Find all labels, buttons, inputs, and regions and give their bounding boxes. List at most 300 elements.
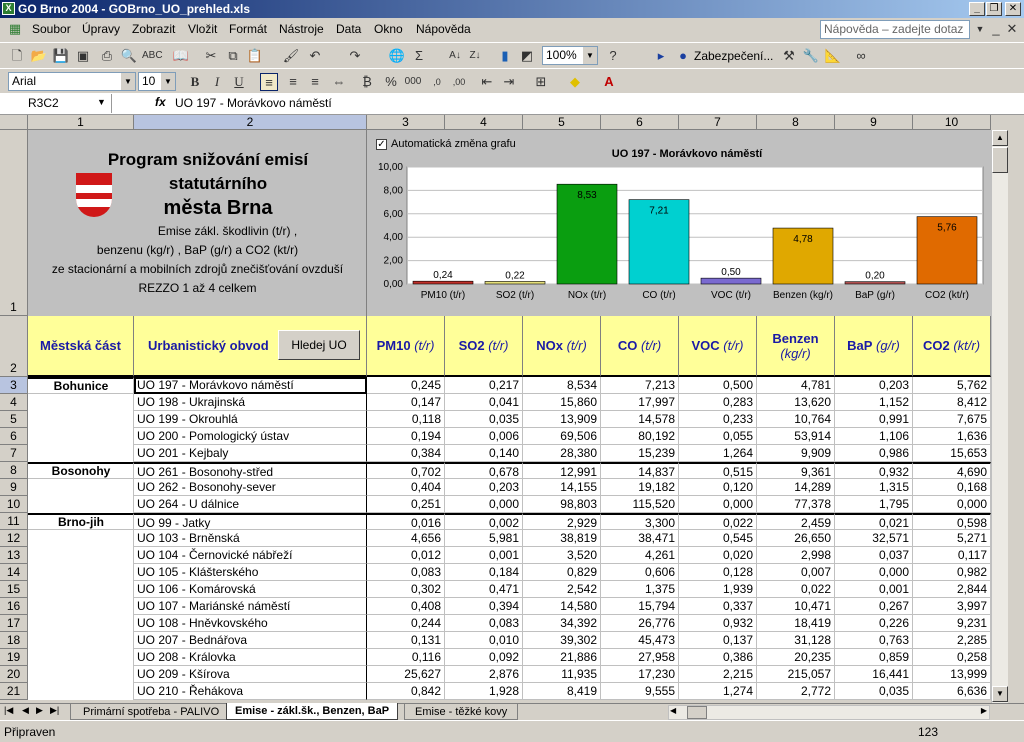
fill-color-icon[interactable]: ◆ [570, 74, 580, 89]
value-cell[interactable]: 34,392 [523, 615, 601, 632]
urban-district-cell[interactable]: UO 198 - Ukrajinská [134, 394, 367, 411]
print-preview-icon[interactable]: 🔍 [120, 48, 138, 63]
row-header-4[interactable]: 4 [0, 394, 28, 411]
value-cell[interactable]: 26,776 [601, 615, 679, 632]
column-header-5[interactable]: 5 [523, 115, 601, 130]
value-cell[interactable]: 0,932 [679, 615, 757, 632]
increase-decimal-icon[interactable]: ,0 [433, 77, 441, 87]
print-icon[interactable]: ⎙ [101, 48, 113, 63]
menu-upravy[interactable]: Úpravy [82, 22, 121, 36]
value-cell[interactable]: 0,842 [367, 683, 445, 700]
underline-button[interactable]: U [234, 74, 244, 89]
copy-icon[interactable]: ⧉ [228, 48, 238, 63]
value-cell[interactable]: 10,471 [757, 598, 835, 615]
value-cell[interactable]: 0,302 [367, 581, 445, 598]
sort-descending-icon[interactable]: Z↓ [469, 50, 481, 61]
align-center-icon[interactable]: ≡ [289, 74, 297, 89]
value-cell[interactable]: 3,300 [601, 513, 679, 530]
scroll-up-icon[interactable]: ▲ [992, 130, 1008, 146]
row-header-17[interactable]: 17 [0, 615, 28, 632]
close-button[interactable]: ✕ [1005, 2, 1021, 16]
row-header-14[interactable]: 14 [0, 564, 28, 581]
value-cell[interactable]: 4,690 [913, 462, 991, 479]
row-header-12[interactable]: 12 [0, 530, 28, 547]
value-cell[interactable]: 0,140 [445, 445, 523, 462]
urban-district-cell[interactable]: UO 106 - Komárovská [134, 581, 367, 598]
value-cell[interactable]: 14,289 [757, 479, 835, 496]
urban-district-cell[interactable]: UO 208 - Královka [134, 649, 367, 666]
district-cell[interactable] [28, 649, 134, 666]
urban-district-cell[interactable]: UO 200 - Pomologický ústav [134, 428, 367, 445]
value-cell[interactable]: 12,991 [523, 462, 601, 479]
format-painter-icon[interactable]: 🖌 [282, 48, 300, 63]
value-cell[interactable]: 3,997 [913, 598, 991, 615]
value-cell[interactable]: 17,230 [601, 666, 679, 683]
name-box-dropdown-icon[interactable]: ▼ [97, 97, 106, 107]
value-cell[interactable]: 8,412 [913, 394, 991, 411]
value-cell[interactable]: 0,226 [835, 615, 913, 632]
urban-district-cell[interactable]: UO 264 - U dálnice [134, 496, 367, 513]
value-cell[interactable]: 0,859 [835, 649, 913, 666]
size-dropdown-icon[interactable]: ▼ [161, 73, 175, 90]
value-cell[interactable]: 0,982 [913, 564, 991, 581]
security-button[interactable]: Zabezpečení... [694, 49, 774, 63]
sheet-tab-emise[interactable]: Emise - zákl.šk., Benzen, BaP [226, 703, 398, 720]
value-cell[interactable]: 0,120 [679, 479, 757, 496]
value-cell[interactable]: 38,471 [601, 530, 679, 547]
column-header-7[interactable]: 7 [679, 115, 757, 130]
value-cell[interactable]: 0,118 [367, 411, 445, 428]
value-cell[interactable]: 69,506 [523, 428, 601, 445]
value-cell[interactable]: 53,914 [757, 428, 835, 445]
zoom-dropdown-icon[interactable]: ▼ [583, 47, 597, 64]
value-cell[interactable]: 0,471 [445, 581, 523, 598]
value-cell[interactable]: 0,035 [445, 411, 523, 428]
tab-next-icon[interactable]: ▶ [36, 705, 43, 715]
district-cell[interactable] [28, 479, 134, 496]
value-cell[interactable]: 2,844 [913, 581, 991, 598]
permission-icon[interactable]: ▣ [76, 48, 90, 63]
value-cell[interactable]: 0,203 [835, 377, 913, 394]
row-header-9[interactable]: 9 [0, 479, 28, 496]
auto-chart-checkbox[interactable]: ✓ [377, 139, 386, 150]
value-cell[interactable]: 0,006 [445, 428, 523, 445]
autosum-icon[interactable]: Σ [414, 48, 424, 63]
value-cell[interactable]: 0,016 [367, 513, 445, 530]
value-cell[interactable]: 0,021 [835, 513, 913, 530]
menu-data[interactable]: Data [336, 22, 362, 36]
hyperlink-icon[interactable]: 🌐 [388, 48, 406, 63]
value-cell[interactable]: 0,500 [679, 377, 757, 394]
value-cell[interactable]: 0,037 [835, 547, 913, 564]
tools-icon[interactable]: 🔧 [802, 48, 820, 63]
percent-icon[interactable]: % [385, 74, 397, 89]
value-cell[interactable]: 2,285 [913, 632, 991, 649]
value-cell[interactable]: 0,001 [445, 547, 523, 564]
workbook-icon[interactable]: ▦ [8, 21, 22, 36]
urban-district-cell[interactable]: UO 261 - Bosonohy-střed [134, 462, 367, 479]
hscroll-left-icon[interactable]: ◀ [670, 706, 677, 715]
value-cell[interactable]: 39,302 [523, 632, 601, 649]
find-uo-button[interactable]: Hledej UO [278, 330, 360, 360]
value-cell[interactable]: 21,886 [523, 649, 601, 666]
menu-vlozit[interactable]: Vložit [188, 22, 218, 36]
value-cell[interactable]: 4,261 [601, 547, 679, 564]
value-cell[interactable]: 1,636 [913, 428, 991, 445]
value-cell[interactable]: 0,515 [679, 462, 757, 479]
urban-district-cell[interactable]: UO 105 - Klášterského [134, 564, 367, 581]
control-toolbox-icon[interactable]: ⚒ [783, 48, 795, 63]
value-cell[interactable]: 0,404 [367, 479, 445, 496]
value-cell[interactable]: 0,137 [679, 632, 757, 649]
value-cell[interactable]: 0,092 [445, 649, 523, 666]
value-cell[interactable]: 80,192 [601, 428, 679, 445]
row-header-2[interactable]: 2 [0, 316, 28, 377]
district-cell[interactable] [28, 530, 134, 547]
value-cell[interactable]: 0,245 [367, 377, 445, 394]
urban-district-cell[interactable]: UO 107 - Mariánské náměstí [134, 598, 367, 615]
value-cell[interactable]: 20,235 [757, 649, 835, 666]
value-cell[interactable]: 98,803 [523, 496, 601, 513]
value-cell[interactable]: 7,213 [601, 377, 679, 394]
district-cell[interactable] [28, 445, 134, 462]
value-cell[interactable]: 2,459 [757, 513, 835, 530]
align-left-icon[interactable]: ≡ [260, 73, 278, 91]
value-cell[interactable]: 2,542 [523, 581, 601, 598]
value-cell[interactable]: 26,650 [757, 530, 835, 547]
value-cell[interactable]: 0,022 [757, 581, 835, 598]
column-header-4[interactable]: 4 [445, 115, 523, 130]
menu-napoveda[interactable]: Nápověda [416, 22, 471, 36]
value-cell[interactable]: 0,020 [679, 547, 757, 564]
row-header-3[interactable]: 3 [0, 377, 28, 394]
decrease-decimal-icon[interactable]: ,00 [452, 77, 466, 87]
value-cell[interactable]: 0,000 [679, 496, 757, 513]
value-cell[interactable]: 1,375 [601, 581, 679, 598]
urban-district-cell[interactable]: UO 108 - Hněvkovského [134, 615, 367, 632]
district-cell[interactable] [28, 496, 134, 513]
value-cell[interactable]: 0,763 [835, 632, 913, 649]
hscroll-thumb[interactable] [687, 706, 707, 719]
value-cell[interactable]: 0,394 [445, 598, 523, 615]
district-cell[interactable] [28, 632, 134, 649]
zoom-select[interactable] [542, 46, 598, 65]
scroll-thumb[interactable] [992, 147, 1008, 173]
open-icon[interactable]: 📂 [30, 48, 48, 63]
value-cell[interactable]: 0,244 [367, 615, 445, 632]
currency-icon[interactable]: ₿ [362, 74, 372, 89]
urban-district-cell[interactable]: UO 209 - Kšírova [134, 666, 367, 683]
font-name-select[interactable] [8, 72, 136, 91]
row-header-15[interactable]: 15 [0, 581, 28, 598]
value-cell[interactable]: 1,795 [835, 496, 913, 513]
row-header-20[interactable]: 20 [0, 666, 28, 683]
value-cell[interactable]: 9,555 [601, 683, 679, 700]
value-cell[interactable]: 10,764 [757, 411, 835, 428]
urban-district-cell[interactable]: UO 103 - Brněnská [134, 530, 367, 547]
value-cell[interactable]: 14,580 [523, 598, 601, 615]
value-cell[interactable]: 0,128 [679, 564, 757, 581]
value-cell[interactable]: 0,002 [445, 513, 523, 530]
value-cell[interactable]: 13,999 [913, 666, 991, 683]
value-cell[interactable]: 0,598 [913, 513, 991, 530]
value-cell[interactable]: 0,131 [367, 632, 445, 649]
menu-format[interactable]: Formát [229, 22, 268, 36]
save-icon[interactable]: 💾 [52, 48, 70, 63]
value-cell[interactable]: 1,315 [835, 479, 913, 496]
value-cell[interactable]: 0,606 [601, 564, 679, 581]
value-cell[interactable]: 0,000 [445, 496, 523, 513]
value-cell[interactable]: 0,022 [679, 513, 757, 530]
value-cell[interactable]: 14,578 [601, 411, 679, 428]
horizontal-scrollbar[interactable] [668, 705, 990, 720]
row-header-8[interactable]: 8 [0, 462, 28, 479]
value-cell[interactable]: 1,274 [679, 683, 757, 700]
value-cell[interactable]: 1,106 [835, 428, 913, 445]
minimize-button[interactable]: _ [969, 2, 985, 16]
value-cell[interactable]: 0,267 [835, 598, 913, 615]
district-cell[interactable] [28, 615, 134, 632]
value-cell[interactable]: 0,702 [367, 462, 445, 479]
value-cell[interactable]: 28,380 [523, 445, 601, 462]
value-cell[interactable]: 5,271 [913, 530, 991, 547]
value-cell[interactable]: 0,337 [679, 598, 757, 615]
row-header-21[interactable]: 21 [0, 683, 28, 700]
value-cell[interactable]: 2,998 [757, 547, 835, 564]
row-header-19[interactable]: 19 [0, 649, 28, 666]
value-cell[interactable]: 2,929 [523, 513, 601, 530]
name-box[interactable]: R3C2 [2, 94, 112, 113]
menu-nastroje[interactable]: Nástroje [279, 22, 324, 36]
value-cell[interactable]: 0,986 [835, 445, 913, 462]
value-cell[interactable]: 0,083 [445, 615, 523, 632]
font-color-icon[interactable]: A [604, 74, 614, 89]
formula-input[interactable]: UO 197 - Morávkovo náměstí [175, 96, 332, 110]
urban-district-cell[interactable]: UO 104 - Černovické nábřeží [134, 547, 367, 564]
value-cell[interactable]: 32,571 [835, 530, 913, 547]
value-cell[interactable]: 5,981 [445, 530, 523, 547]
value-cell[interactable]: 115,520 [601, 496, 679, 513]
column-header-6[interactable]: 6 [601, 115, 679, 130]
row-header-13[interactable]: 13 [0, 547, 28, 564]
value-cell[interactable]: 9,361 [757, 462, 835, 479]
help-icon[interactable]: ? [609, 48, 617, 63]
urban-district-cell[interactable]: UO 210 - Řehákova [134, 683, 367, 700]
cut-icon[interactable]: ✂ [205, 48, 217, 63]
chart-wizard-icon[interactable]: ▮ [501, 48, 509, 63]
insert-function-icon[interactable]: fx [155, 95, 166, 109]
value-cell[interactable]: 14,837 [601, 462, 679, 479]
value-cell[interactable]: 0,545 [679, 530, 757, 547]
column-header-1[interactable]: 1 [28, 115, 134, 130]
value-cell[interactable]: 0,283 [679, 394, 757, 411]
value-cell[interactable]: 0,386 [679, 649, 757, 666]
district-cell[interactable] [28, 411, 134, 428]
hscroll-right-icon[interactable]: ▶ [980, 706, 987, 715]
row-header-5[interactable]: 5 [0, 411, 28, 428]
value-cell[interactable]: 0,035 [835, 683, 913, 700]
urban-district-cell[interactable]: UO 199 - Okrouhlá [134, 411, 367, 428]
value-cell[interactable]: 0,217 [445, 377, 523, 394]
row-header-18[interactable]: 18 [0, 632, 28, 649]
new-icon[interactable]: 🗋 [11, 48, 23, 63]
doc-minimize-icon[interactable]: _ [992, 21, 1000, 36]
merge-center-icon[interactable]: ⇔ [332, 74, 346, 89]
sheet-tab-palivo[interactable]: Primární spotřeba - PALIVO [70, 704, 232, 720]
value-cell[interactable]: 15,653 [913, 445, 991, 462]
restore-button[interactable]: ❐ [986, 2, 1002, 16]
row-header-6[interactable]: 6 [0, 428, 28, 445]
value-cell[interactable]: 16,441 [835, 666, 913, 683]
value-cell[interactable]: 0,055 [679, 428, 757, 445]
value-cell[interactable]: 0,829 [523, 564, 601, 581]
value-cell[interactable]: 0,932 [835, 462, 913, 479]
design-mode-icon[interactable]: 📐 [824, 48, 842, 63]
column-header-9[interactable]: 9 [835, 115, 913, 130]
value-cell[interactable]: 2,876 [445, 666, 523, 683]
align-right-icon[interactable]: ≡ [311, 74, 319, 89]
row-header-10[interactable]: 10 [0, 496, 28, 513]
value-cell[interactable]: 0,384 [367, 445, 445, 462]
drawing-icon[interactable]: ◩ [520, 48, 534, 63]
value-cell[interactable]: 0,116 [367, 649, 445, 666]
help-search-input[interactable]: Nápověda – zadejte dotaz [820, 20, 970, 39]
district-cell[interactable] [28, 564, 134, 581]
decrease-indent-icon[interactable]: ⇤ [481, 74, 493, 89]
value-cell[interactable]: 18,419 [757, 615, 835, 632]
urban-district-cell[interactable]: UO 207 - Bednářova [134, 632, 367, 649]
spelling-icon[interactable]: ABC [142, 50, 163, 61]
value-cell[interactable]: 0,000 [913, 496, 991, 513]
value-cell[interactable]: 19,182 [601, 479, 679, 496]
menu-okno[interactable]: Okno [374, 22, 403, 36]
research-icon[interactable]: 📖 [172, 48, 190, 63]
column-header-3[interactable]: 3 [367, 115, 445, 130]
value-cell[interactable]: 38,819 [523, 530, 601, 547]
redo-icon[interactable]: ↷ [349, 48, 361, 63]
value-cell[interactable]: 14,155 [523, 479, 601, 496]
tab-last-icon[interactable]: ▶| [50, 705, 60, 715]
value-cell[interactable]: 1,264 [679, 445, 757, 462]
borders-icon[interactable]: ⊞ [535, 74, 547, 89]
district-cell[interactable] [28, 547, 134, 564]
column-header-10[interactable]: 10 [913, 115, 991, 130]
bold-button[interactable]: B [190, 74, 200, 89]
toolbar-options-icon[interactable]: ∞ [856, 48, 866, 63]
value-cell[interactable]: 1,939 [679, 581, 757, 598]
font-dropdown-icon[interactable]: ▼ [121, 73, 135, 90]
row-header-7[interactable]: 7 [0, 445, 28, 462]
value-cell[interactable]: 9,231 [913, 615, 991, 632]
value-cell[interactable]: 9,909 [757, 445, 835, 462]
district-cell[interactable] [28, 581, 134, 598]
menu-zobrazit[interactable]: Zobrazit [132, 22, 176, 36]
value-cell[interactable]: 0,010 [445, 632, 523, 649]
value-cell[interactable]: 0,251 [367, 496, 445, 513]
value-cell[interactable]: 0,678 [445, 462, 523, 479]
urban-district-cell[interactable]: UO 262 - Bosonohy-sever [134, 479, 367, 496]
value-cell[interactable]: 0,012 [367, 547, 445, 564]
thousands-icon[interactable]: 000 [404, 76, 422, 87]
scroll-down-icon[interactable]: ▼ [992, 686, 1008, 702]
column-header-8[interactable]: 8 [757, 115, 835, 130]
tab-first-icon[interactable]: |◀ [4, 705, 14, 715]
row-header-16[interactable]: 16 [0, 598, 28, 615]
select-all-corner[interactable] [0, 115, 28, 130]
value-cell[interactable]: 0,233 [679, 411, 757, 428]
value-cell[interactable]: 0,041 [445, 394, 523, 411]
value-cell[interactable]: 2,772 [757, 683, 835, 700]
row-header-1[interactable]: 1 [0, 130, 28, 316]
font-size-select[interactable] [138, 72, 176, 91]
value-cell[interactable]: 13,909 [523, 411, 601, 428]
value-cell[interactable]: 215,057 [757, 666, 835, 683]
vertical-scrollbar[interactable] [991, 130, 1008, 703]
help-dropdown-icon[interactable]: ▼ [975, 24, 985, 34]
value-cell[interactable]: 1,152 [835, 394, 913, 411]
row-header-11[interactable]: 11 [0, 513, 28, 530]
value-cell[interactable]: 4,781 [757, 377, 835, 394]
italic-button[interactable]: I [214, 74, 220, 89]
paste-icon[interactable]: 📋 [246, 48, 264, 63]
value-cell[interactable]: 15,239 [601, 445, 679, 462]
value-cell[interactable]: 2,215 [679, 666, 757, 683]
value-cell[interactable]: 6,636 [913, 683, 991, 700]
run-icon[interactable]: ▸ [657, 48, 665, 63]
value-cell[interactable]: 77,378 [757, 496, 835, 513]
doc-close-icon[interactable]: ✕ [1006, 21, 1018, 36]
value-cell[interactable]: 0,117 [913, 547, 991, 564]
sort-ascending-icon[interactable]: A↓ [449, 50, 461, 61]
value-cell[interactable]: 31,128 [757, 632, 835, 649]
value-cell[interactable]: 11,935 [523, 666, 601, 683]
value-cell[interactable]: 0,991 [835, 411, 913, 428]
increase-indent-icon[interactable]: ⇥ [503, 74, 515, 89]
value-cell[interactable]: 0,001 [835, 581, 913, 598]
value-cell[interactable]: 13,620 [757, 394, 835, 411]
value-cell[interactable]: 8,534 [523, 377, 601, 394]
value-cell[interactable]: 8,419 [523, 683, 601, 700]
value-cell[interactable]: 4,656 [367, 530, 445, 547]
value-cell[interactable]: 3,520 [523, 547, 601, 564]
value-cell[interactable]: 0,194 [367, 428, 445, 445]
value-cell[interactable]: 15,794 [601, 598, 679, 615]
urban-district-cell[interactable]: UO 197 - Morávkovo náměstí [134, 377, 367, 394]
district-cell[interactable] [28, 683, 134, 700]
district-cell[interactable] [28, 394, 134, 411]
value-cell[interactable]: 0,147 [367, 394, 445, 411]
district-cell[interactable] [28, 598, 134, 615]
value-cell[interactable]: 0,203 [445, 479, 523, 496]
value-cell[interactable]: 7,675 [913, 411, 991, 428]
district-cell[interactable] [28, 428, 134, 445]
column-header-2[interactable]: 2 [134, 115, 367, 130]
urban-district-cell[interactable]: UO 99 - Jatky [134, 513, 367, 530]
district-cell[interactable] [28, 666, 134, 683]
sheet-tab-kovy[interactable]: Emise - těžké kovy [404, 704, 518, 720]
value-cell[interactable]: 5,762 [913, 377, 991, 394]
value-cell[interactable]: 0,083 [367, 564, 445, 581]
value-cell[interactable]: 1,928 [445, 683, 523, 700]
value-cell[interactable]: 0,000 [835, 564, 913, 581]
value-cell[interactable]: 0,168 [913, 479, 991, 496]
tab-prev-icon[interactable]: ◀ [22, 705, 29, 715]
value-cell[interactable]: 25,627 [367, 666, 445, 683]
urban-district-cell[interactable]: UO 201 - Kejbaly [134, 445, 367, 462]
value-cell[interactable]: 0,408 [367, 598, 445, 615]
value-cell[interactable]: 27,958 [601, 649, 679, 666]
value-cell[interactable]: 0,184 [445, 564, 523, 581]
